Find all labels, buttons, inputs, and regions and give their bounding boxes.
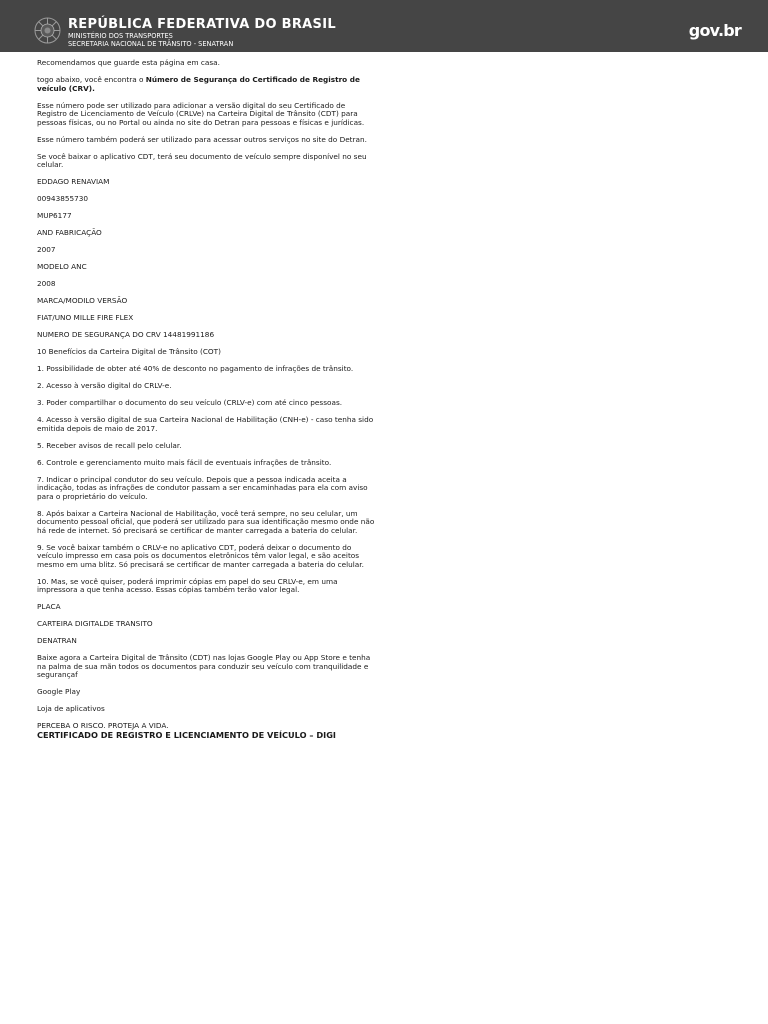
header-title-block: [68, 17, 336, 48]
field-label: EDDAGO RENAVIAM: [37, 177, 110, 186]
benefit-item: 2. Acesso à versão digital do CRLV-e.: [37, 381, 172, 390]
paragraph: Se você baixar o aplicativo CDT, terá seu documento de veículo sempre disponível no seu celular.: [37, 151, 367, 169]
secretariat-label: SECRETARIA NACIONAL DE TRÂNSITO - SENATRAN: [68, 40, 234, 48]
security-number-heading: Número de Segurança do Certificado de Registro de veículo (CRV).: [37, 75, 360, 93]
page-title: REPÚBLICA FEDERATIVA DO BRASIL: [68, 17, 336, 32]
document-body: [37, 59, 377, 740]
slogan: PERCEBA O RISCO. PROTEJA A VIDA.: [37, 721, 169, 730]
security-number: NUMERO DE SEGURANÇA DO CRV 14481991186: [37, 330, 215, 339]
field-value: FIAT/UNO MILLE FIRE FLEX: [37, 313, 134, 322]
field-value: 2008: [37, 279, 56, 288]
benefit-item: 4. Acesso à versão digital de sua Carteira Nacional de Habilitação (CNH-e) - caso tenha sido emitida depois de maio de 2017.: [37, 415, 374, 433]
field-label: MODELO ANC: [37, 262, 87, 271]
benefit-item: 3. Poder compartilhar o documento do seu veículo (CRLV-e) com até cinco pessoas.: [37, 398, 343, 407]
gov-br-logo[interactable]: gov.br: [688, 21, 741, 40]
benefit-item: 9. Se você baixar também o CRLV-e no aplicativo CDT, poderá deixar o documento do veículo impresso em casa pois os documentos eletrônicos têm valor legal, e são aceitos mesmo em uma blitz. Só precisará se certificar de manter carregada a bateria do celular.: [37, 542, 364, 569]
google-play-link[interactable]: Google Play: [37, 687, 81, 696]
certificate-title: CERTIFICADO DE REGISTRO E LICENCIAMENTO DE VEÍCULO – DIGI: [37, 729, 336, 740]
paragraph: Baixe agora a Carteira Digital de Trânsito (CDT) nas lojas Google Play ou App Store e tenha na palma de sua mãn todos os documentos para conduzir seu veículo com tranquilidade e segurançaf: [37, 653, 371, 679]
paragraph: Esse número também poderá ser utilizado para acessar outros serviços no site do Detran.: [37, 134, 367, 144]
coat-of-arms-icon: [34, 17, 61, 44]
paragraph: Esse número pode ser utilizado para adicionar a versão digital do seu Certificado de Registro de Licenciamento de Veículo (CRLVe) na Carteira Digital de Trânsito (CDT) para pessoas físicas, ou no Portal ou ainda no site do Detran para pessoas e físicas e jurídicas.: [37, 100, 365, 127]
benefit-item: 10. Mas, se você quiser, poderá imprimir cópias em papel do seu CRLV-e, em uma impressora a que tenha acesso. Essas cópias também terão valor legal.: [37, 576, 338, 594]
field-label: MARCA/MODILO VERSÃO: [37, 296, 128, 305]
benefit-item: 1. Possibilidade de obter até 40% de desconto no pagamento de infrações de trânsito.: [37, 364, 354, 373]
app-store-link[interactable]: Loja de aplicativos: [37, 704, 105, 713]
field-label: DENATRAN: [37, 636, 77, 645]
benefit-item: 8. Após baixar a Carteira Nacional de Habilitação, você terá sempre, no seu celular, um documento pessoal oficial, que poderá ser utilizado para sua identificação mesmo onde não há rede de internet. Só precisará se certificar de manter carregada a bateria do celular.: [37, 508, 375, 535]
benefits-heading: 10 Benefícios da Carteira Digital de Trânsito (COT): [37, 347, 221, 356]
field-value: 2007: [37, 245, 56, 254]
paragraph: [37, 76, 377, 93]
benefit-item: 7. Indicar o principal condutor do seu veículo. Depois que a pessoa indicada aceita a indicação, todas as infrações de condutor passam a ser encaminhadas para ela com aviso para o proprietário do veículo.: [37, 474, 368, 501]
benefit-item: 5. Receber avisos de recall pelo celular.: [37, 440, 182, 450]
field-value: 00943855730: [37, 194, 89, 203]
ministry-label: MINISTÉRIO DOS TRANSPORTES: [68, 32, 173, 40]
field-label: PLACA: [37, 602, 61, 611]
field-value: MUP6177: [37, 211, 72, 220]
header-bar: [0, 0, 768, 52]
benefit-item: 6. Controle e gerenciamento muito mais fácil de eventuais infrações de trânsito.: [37, 457, 332, 467]
field-label: AND FABRICAÇÃO: [37, 228, 102, 237]
field-label: CARTEIRA DIGITALDE TRANSITO: [37, 619, 153, 628]
paragraph: Recomendamos que guarde esta página em casa.: [37, 58, 220, 67]
paragraph-text: togo abaixo, você encontra o: [37, 75, 146, 84]
